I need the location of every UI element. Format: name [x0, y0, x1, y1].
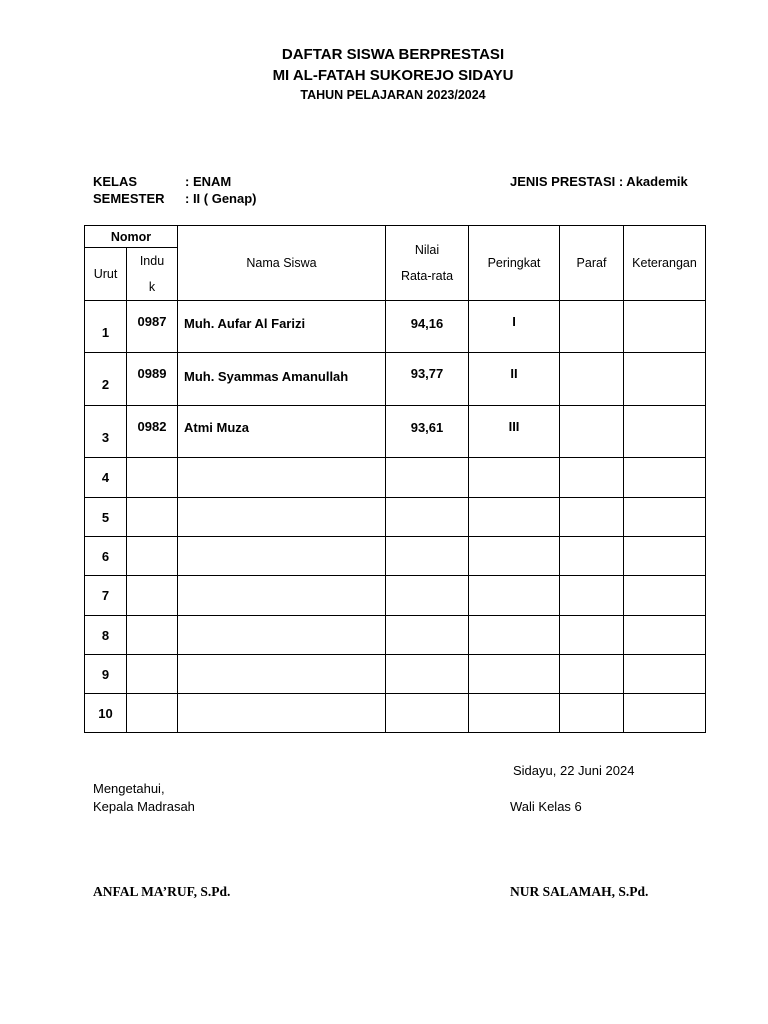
- cell-nama: [178, 616, 386, 655]
- cell-induk: [127, 576, 178, 616]
- cell-peringkat: [469, 655, 560, 694]
- cell-induk: [127, 616, 178, 655]
- cell-paraf: [560, 406, 624, 458]
- cell-peringkat: [469, 498, 560, 537]
- cell-nilai: 93,61: [386, 406, 469, 458]
- cell-urut: 9: [85, 655, 127, 694]
- cell-urut: 1: [85, 301, 127, 353]
- cell-paraf: [560, 537, 624, 576]
- header-nilai: [386, 226, 469, 301]
- header-nomor: Nomor: [85, 226, 178, 248]
- cell-peringkat: II: [469, 353, 560, 406]
- cell-peringkat: [469, 616, 560, 655]
- cell-induk: 0989: [127, 353, 178, 406]
- cell-paraf: [560, 458, 624, 498]
- cell-induk: [127, 694, 178, 733]
- table-row: [85, 353, 706, 406]
- cell-paraf: [560, 301, 624, 353]
- mengetahui-label: Mengetahui,: [93, 781, 165, 796]
- cell-nama: [178, 537, 386, 576]
- document-title: DAFTAR SISWA BERPRESTASI: [281, 46, 505, 63]
- cell-urut: 5: [85, 498, 127, 537]
- cell-urut: 10: [85, 694, 127, 733]
- cell-keterangan: [624, 576, 706, 616]
- cell-induk: 0982: [127, 406, 178, 458]
- cell-urut: 8: [85, 616, 127, 655]
- cell-induk: [127, 655, 178, 694]
- header-nilai-line1: Nilai: [414, 243, 440, 257]
- cell-paraf: [560, 655, 624, 694]
- cell-paraf: [560, 576, 624, 616]
- header-urut: Urut: [85, 248, 127, 301]
- cell-nilai: [386, 616, 469, 655]
- table-row: [85, 537, 706, 576]
- cell-paraf: [560, 616, 624, 655]
- cell-paraf: [560, 694, 624, 733]
- cell-peringkat: III: [469, 406, 560, 458]
- cell-nilai: 94,16: [386, 301, 469, 353]
- semester-value: : II ( Genap): [185, 191, 257, 206]
- cell-keterangan: [624, 406, 706, 458]
- table-row: [85, 406, 706, 458]
- cell-keterangan: [624, 694, 706, 733]
- school-name: MI AL-FATAH SUKOREJO SIDAYU: [272, 67, 514, 84]
- table-row: [85, 655, 706, 694]
- cell-keterangan: [624, 655, 706, 694]
- cell-nama: Atmi Muza: [178, 406, 386, 458]
- header-induk: [127, 248, 178, 301]
- table-row: [85, 694, 706, 733]
- cell-keterangan: [624, 353, 706, 406]
- kelas-label: KELAS: [93, 174, 138, 189]
- cell-nama: [178, 655, 386, 694]
- wali-kelas-name: NUR SALAMAH, S.Pd.: [510, 884, 649, 899]
- header-induk-line2: k: [148, 280, 156, 294]
- student-table: [84, 225, 706, 733]
- cell-keterangan: [624, 537, 706, 576]
- cell-peringkat: I: [469, 301, 560, 353]
- cell-induk: [127, 537, 178, 576]
- cell-peringkat: [469, 537, 560, 576]
- table-row: [85, 616, 706, 655]
- cell-urut: 3: [85, 406, 127, 458]
- cell-induk: [127, 498, 178, 537]
- cell-nama: Muh. Syammas Amanullah: [178, 353, 386, 406]
- cell-nama: [178, 458, 386, 498]
- table-row: [85, 458, 706, 498]
- cell-peringkat: [469, 458, 560, 498]
- cell-peringkat: [469, 694, 560, 733]
- cell-nilai: [386, 694, 469, 733]
- cell-keterangan: [624, 301, 706, 353]
- cell-nilai: [386, 576, 469, 616]
- table-row: [85, 576, 706, 616]
- kepala-madrasah-label: Kepala Madrasah: [93, 799, 195, 814]
- header-paraf: Paraf: [560, 226, 624, 301]
- table-row: [85, 498, 706, 537]
- signing-date: Sidayu, 22 Juni 2024: [513, 763, 635, 778]
- cell-induk: [127, 458, 178, 498]
- cell-nilai: [386, 498, 469, 537]
- cell-urut: 4: [85, 458, 127, 498]
- cell-nama: Muh. Aufar Al Farizi: [178, 301, 386, 353]
- cell-paraf: [560, 498, 624, 537]
- cell-urut: 6: [85, 537, 127, 576]
- academic-year: TAHUN PELAJARAN 2023/2024: [300, 88, 486, 102]
- header-nama-siswa: Nama Siswa: [178, 226, 386, 301]
- header-peringkat: Peringkat: [469, 226, 560, 301]
- cell-nama: [178, 498, 386, 537]
- header-induk-line1: Indu: [139, 254, 165, 268]
- cell-keterangan: [624, 458, 706, 498]
- kelas-value: : ENAM: [185, 174, 232, 189]
- cell-keterangan: [624, 616, 706, 655]
- jenis-prestasi: JENIS PRESTASI : Akademik: [510, 174, 688, 189]
- kepala-madrasah-name: ANFAL MA’RUF, S.Pd.: [93, 884, 231, 899]
- cell-nama: [178, 694, 386, 733]
- cell-nilai: [386, 655, 469, 694]
- cell-nilai: [386, 458, 469, 498]
- semester-label: SEMESTER: [93, 191, 165, 206]
- table-row: [85, 301, 706, 353]
- header-keterangan: Keterangan: [624, 226, 706, 301]
- wali-kelas-label: Wali Kelas 6: [510, 799, 582, 814]
- cell-urut: 2: [85, 353, 127, 406]
- cell-paraf: [560, 353, 624, 406]
- cell-keterangan: [624, 498, 706, 537]
- cell-nilai: 93,77: [386, 353, 469, 406]
- cell-urut: 7: [85, 576, 127, 616]
- cell-peringkat: [469, 576, 560, 616]
- cell-nilai: [386, 537, 469, 576]
- header-nilai-line2: Rata-rata: [400, 269, 454, 283]
- cell-nama: [178, 576, 386, 616]
- cell-induk: 0987: [127, 301, 178, 353]
